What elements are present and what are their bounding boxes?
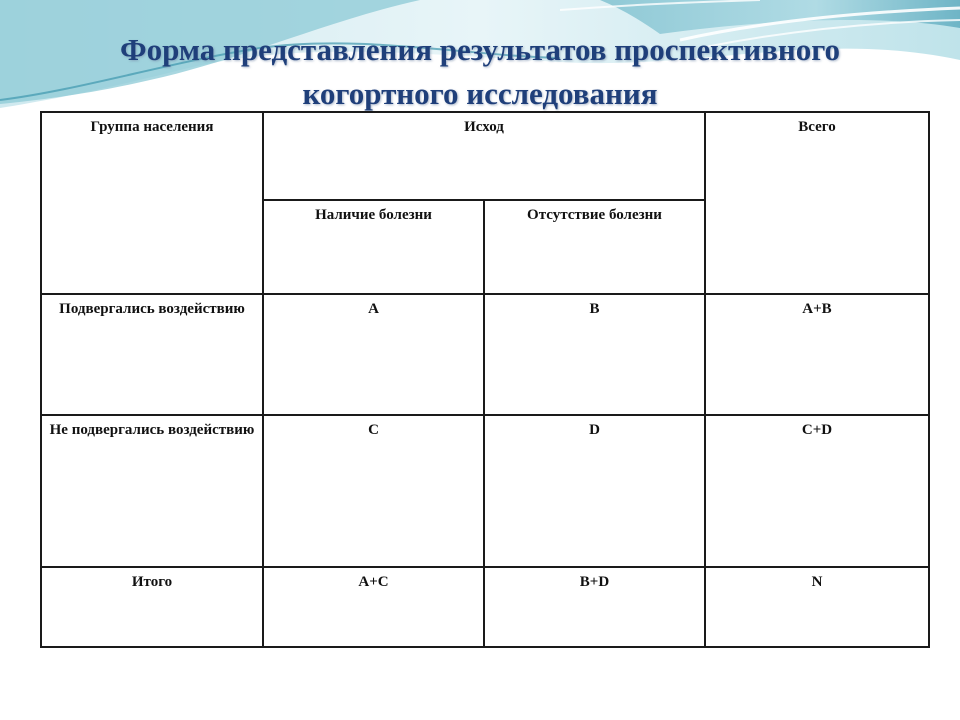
- title-line-2: когортного исследования: [302, 76, 658, 111]
- row-label: Итого: [41, 567, 263, 647]
- table-row: [41, 294, 929, 415]
- cell-total: N: [705, 567, 929, 647]
- cell-total: A+B: [705, 294, 929, 415]
- cell-present: A+C: [263, 567, 484, 647]
- cell-absent: D: [484, 415, 705, 567]
- table-row: [41, 415, 929, 567]
- table-row: [41, 567, 929, 647]
- cell-absent: B+D: [484, 567, 705, 647]
- cell-absent: B: [484, 294, 705, 415]
- cell-present: A: [263, 294, 484, 415]
- slide-title: [40, 28, 920, 116]
- header-outcome: Исход: [263, 112, 705, 200]
- title-line-1: Форма представления результатов проспективного: [119, 32, 841, 67]
- header-disease-present: Наличие болезни: [263, 200, 484, 294]
- cohort-table: [40, 111, 930, 648]
- cell-present: C: [263, 415, 484, 567]
- row-label: Подвергались воздействию: [41, 294, 263, 415]
- header-disease-absent: Отсутствие болезни: [484, 200, 705, 294]
- row-label: Не подвергались воздействию: [41, 415, 263, 567]
- cell-total: C+D: [705, 415, 929, 567]
- table-header-row: [41, 112, 929, 200]
- header-group: Группа населения: [41, 112, 263, 294]
- header-total: Всего: [705, 112, 929, 294]
